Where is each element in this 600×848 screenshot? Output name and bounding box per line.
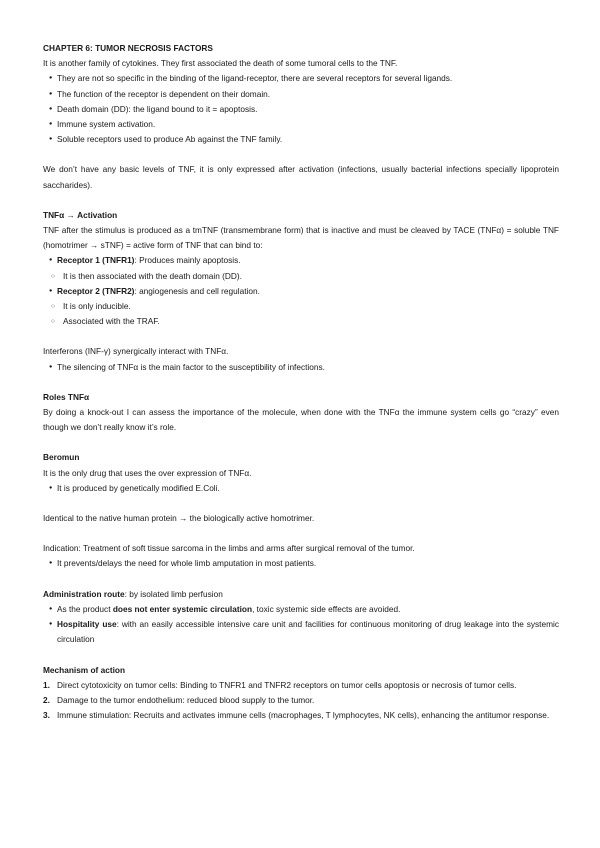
activation-paragraph: TNF after the stimulus is produced as a tmTNF (transmembrane form) that is inactive and must be cleaved by TACE (TNFα) = soluble TNF (homotrimer → sTNF) = active form of TNF that can bind to:: [43, 225, 559, 251]
intro-bullet-list: [43, 71, 559, 147]
admin-heading-rest: : by isolated limb perfusion: [124, 588, 223, 599]
list-item: [43, 693, 559, 708]
item-number: 1.: [43, 679, 50, 690]
admin-list: [43, 602, 559, 648]
list-item: ● Immune system activation.: [43, 117, 559, 132]
list-item: ● It is produced by genetically modified E.Coli.: [43, 481, 559, 496]
admin-b1-bold: does not enter systemic circulation: [112, 603, 253, 614]
receptor-1-label: Receptor 1 (TNFR1): [57, 255, 135, 266]
beromun-heading: Beromun: [43, 452, 80, 463]
list-item: ● Soluble receptors used to produce Ab against the TNF family.: [43, 132, 559, 147]
admin-b1-post: , toxic systemic side effects are avoided.: [252, 603, 401, 614]
list-item: ● The function of the receptor is dependent on their domain.: [43, 87, 559, 102]
interferons-paragraph: Interferons (INF-γ) synergically interact with TNFα.: [43, 346, 229, 357]
receptor-list-2: [43, 284, 559, 299]
basal-paragraph: We don’t have any basic levels of TNF, it is only expressed after activation (infections, usually bacterial infections specially lipoprotein saccharides).: [43, 164, 559, 190]
mechanism-list: [43, 678, 559, 724]
item-text: Direct cytotoxicity on tumor cells: Binding to TNFR1 and TNFR2 receptors on tumor cells apoptosis or necrosis of tumor cells.: [57, 679, 517, 690]
receptor-2-item: [43, 284, 559, 299]
indication-paragraph: Indication: Treatment of soft tissue sarcoma in the limbs and arms after surgical removal of the tumor.: [43, 543, 415, 554]
admin-heading: Administration route: [43, 588, 125, 599]
mechanism-heading: Mechanism of action: [43, 664, 126, 675]
list-item: ● The silencing of TNFα is the main factor to the susceptibility of infections.: [43, 360, 559, 375]
activation-heading: TNFα → Activation: [43, 209, 118, 220]
list-item: [43, 617, 559, 647]
list-item: ○ It is only inducible.: [43, 299, 559, 314]
list-item: ○ Associated with the TRAF.: [43, 314, 559, 329]
list-item: ● Death domain (DD): the ligand bound to it = apoptosis.: [43, 102, 559, 117]
interferons-list: [43, 360, 559, 375]
receptor-2-label: Receptor 2 (TNFR2): [57, 285, 135, 296]
list-item: ○ It is then associated with the death domain (DD).: [43, 269, 559, 284]
receptor-1-item: [43, 253, 559, 268]
receptor-list: [43, 253, 559, 268]
intro-paragraph: It is another family of cytokines. They first associated the death of some tumoral cells to the TNF.: [43, 58, 398, 69]
list-item: ● It prevents/delays the need for whole limb amputation in most patients.: [43, 556, 559, 571]
item-text: Immune stimulation: Recruits and activates immune cells (macrophages, T lymphocytes, NK cells), enhancing the antitumor response.: [57, 710, 550, 721]
identical-paragraph: Identical to the native human protein → the biologically active homotrimer.: [43, 513, 315, 524]
receptor-2-desc: : angiogenesis and cell regulation.: [134, 285, 260, 296]
list-item: [43, 602, 559, 617]
admin-heading-line: [43, 587, 559, 602]
receptor-1-desc: : Produces mainly apoptosis.: [134, 255, 241, 266]
admin-b2-bold: Hospitality use: [57, 619, 117, 630]
receptor-2-sublist: [43, 299, 559, 329]
admin-b1-pre: As the product: [57, 603, 113, 614]
beromun-paragraph: It is the only drug that uses the over expression of TNFα.: [43, 467, 252, 478]
item-number: 3.: [43, 710, 50, 721]
list-item: [43, 708, 559, 723]
list-item: [43, 678, 559, 693]
roles-heading: Roles TNFα: [43, 391, 90, 402]
receptor-1-sublist: [43, 269, 559, 284]
item-text: Damage to the tumor endothelium: reduced blood supply to the tumor.: [57, 694, 315, 705]
indication-list: [43, 556, 559, 571]
chapter-title: CHAPTER 6: TUMOR NECROSIS FACTORS: [43, 43, 213, 53]
beromun-list: [43, 481, 559, 496]
document-page: [43, 41, 559, 723]
list-item: ● They are not so specific in the binding of the ligand-receptor, there are several receptors for several ligands.: [43, 71, 559, 86]
item-number: 2.: [43, 694, 50, 705]
roles-paragraph: By doing a knock-out I can assess the importance of the molecule, when done with the TNFα the immune system cells go “crazy” even though we don’t really know it’s role.: [43, 407, 559, 433]
admin-b2-rest: : with an easily accessible intensive care unit and facilities for continuous monitoring of drug leakage into the systemic circulation: [57, 619, 560, 645]
